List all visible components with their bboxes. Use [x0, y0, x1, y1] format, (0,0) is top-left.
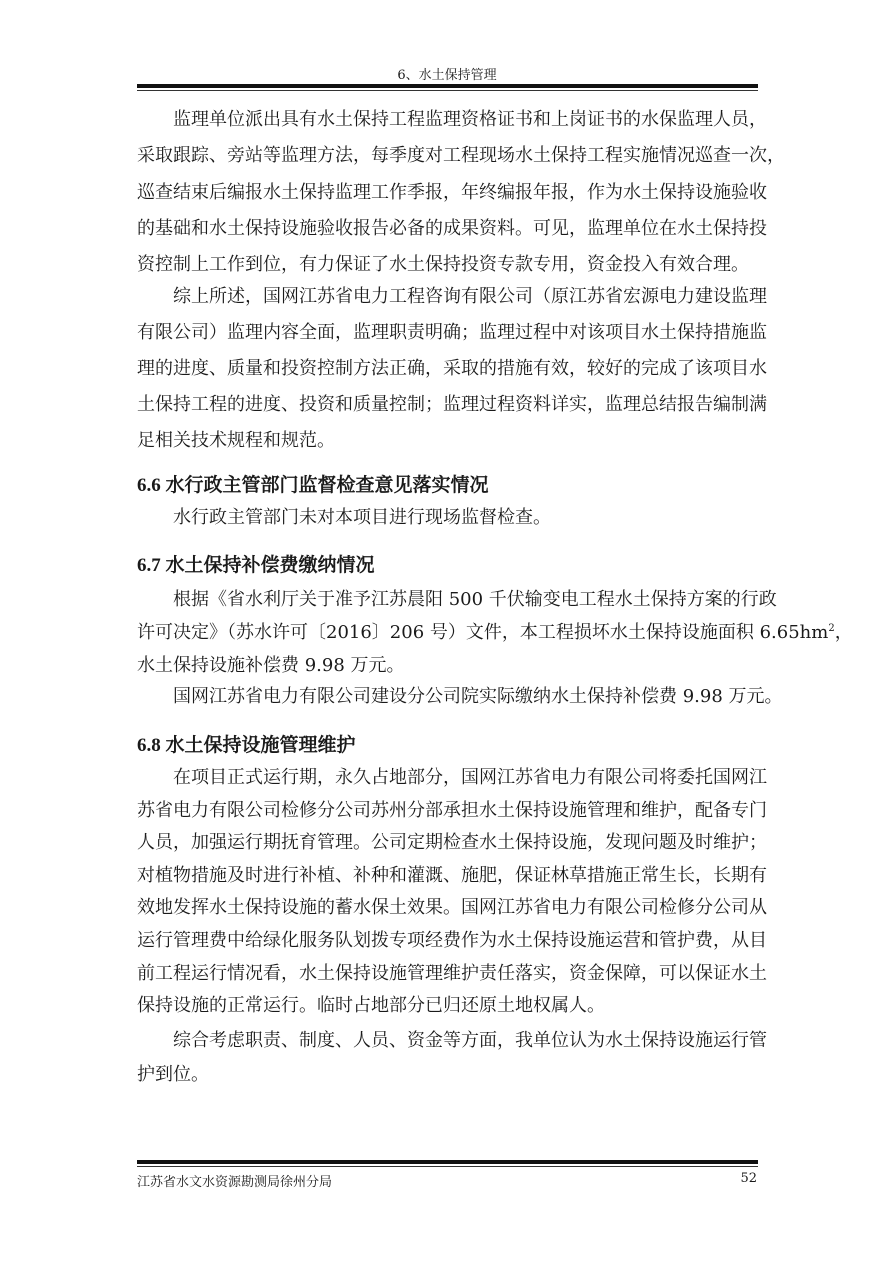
footer-organization: 江苏省水文水资源勘测局徐州分局	[137, 1175, 333, 1190]
footer-rule-thin	[137, 1166, 758, 1167]
text-line: 采取跟踪、旁站等监理方法，每季度对工程现场水土保持工程实施情况巡查一次，	[137, 145, 785, 167]
text-line: 国网江苏省电力有限公司建设分公司院实际缴纳水土保持补偿费 9.98 万元。	[173, 686, 783, 707]
paragraph-summary	[137, 279, 767, 459]
text-fragment: 许可决定》（苏水许可〔2016〕206 号）文件，本工程损坏水土保持设施面积 6.65hm	[137, 622, 829, 643]
text-line: 足相关技术规程和规范。	[137, 430, 335, 451]
text-line: 人员，加强运行期抚育管理。公司定期检查水土保持设施，发现问题及时维护；	[137, 832, 767, 854]
text-line: 对植物措施及时进行补植、补种和灌溉、施肥，保证林草措施正常生长，长期有	[137, 864, 767, 886]
superscript: 2	[828, 623, 835, 634]
text-line: 苏省电力有限公司检修分公司苏州分部承担水土保持设施管理和维护，配备专门	[137, 799, 767, 821]
text-line: 在项目正式运行期，永久占地部分，国网江苏省电力有限公司将委托国网江	[173, 767, 767, 788]
text-line: 保持设施的正常运行。临时占地部分已归还原土地权属人。	[137, 995, 605, 1017]
text-line: 前工程运行情况看，水土保持设施管理维护责任落实，资金保障，可以保证水土	[137, 962, 767, 984]
text-line: 巡查结束后编报水土保持监理工作季报，年终编报年报，作为水土保持设施验收	[137, 181, 767, 203]
footer-rule	[137, 1160, 758, 1164]
text-fragment: ，	[834, 622, 853, 643]
header-rule	[137, 84, 758, 88]
text-line: 有限公司）监理内容全面，监理职责明确；监理过程中对该项目水土保持措施监	[137, 322, 767, 343]
text-line: 水行政主管部门未对本项目进行现场监督检查。	[173, 507, 551, 528]
text-line: 监理单位派出具有水土保持工程监理资格证书和上岗证书的水保监理人员，	[173, 109, 767, 130]
text-line: 效地发挥水土保持设施的蓄水保土效果。国网江苏省电力有限公司检修分公司从	[137, 897, 767, 919]
paragraph-conclusion	[137, 1024, 767, 1092]
text-line: 护到位。	[137, 1064, 209, 1085]
text-line: 的基础和水土保持设施验收报告必备的成果资料。可见，监理单位在水土保持投	[137, 217, 767, 239]
paragraph-inspection	[137, 500, 757, 536]
text-line: 理的进度、质量和投资控制方法正确，采取的措施有效，较好的完成了该项目水	[137, 358, 767, 379]
header-rule-thin	[137, 90, 758, 91]
text-line: 根据《省水利厅关于准予江苏晨阳 500 千伏输变电工程水土保持方案的行政	[173, 589, 777, 610]
text-line: 土保持工程的进度、投资和质量控制；监理过程资料详实，监理总结报告编制满	[137, 394, 767, 415]
paragraph-compensation	[137, 583, 853, 682]
paragraph-maintenance	[137, 762, 767, 1023]
text-line: 综上所述，国网江苏省电力工程咨询有限公司（原江苏省宏源电力建设监理	[173, 286, 767, 307]
text-line: 资控制上工作到位，有力保证了水土保持投资专款专用，资金投入有效合理。	[137, 254, 749, 276]
text-line	[137, 616, 853, 649]
section-heading-6-8: 6.8 水土保持设施管理维护	[137, 735, 356, 756]
text-line: 综合考虑职责、制度、人员、资金等方面，我单位认为水土保持设施运行管	[173, 1030, 767, 1051]
section-heading-6-7: 6.7 水土保持补偿费缴纳情况	[137, 555, 375, 576]
text-line: 水土保持设施补偿费 9.98 万元。	[137, 655, 405, 676]
text-line: 运行管理费中给绿化服务队划拨专项经费作为水土保持设施运营和管护费，从目	[137, 929, 767, 951]
section-heading-6-6: 6.6 水行政主管部门监督检查意见落实情况	[137, 475, 489, 496]
paragraph-payment	[137, 680, 783, 713]
running-header: 6、水土保持管理	[397, 68, 497, 83]
page-number: 52	[740, 1171, 757, 1186]
paragraph-supervision	[137, 102, 785, 283]
